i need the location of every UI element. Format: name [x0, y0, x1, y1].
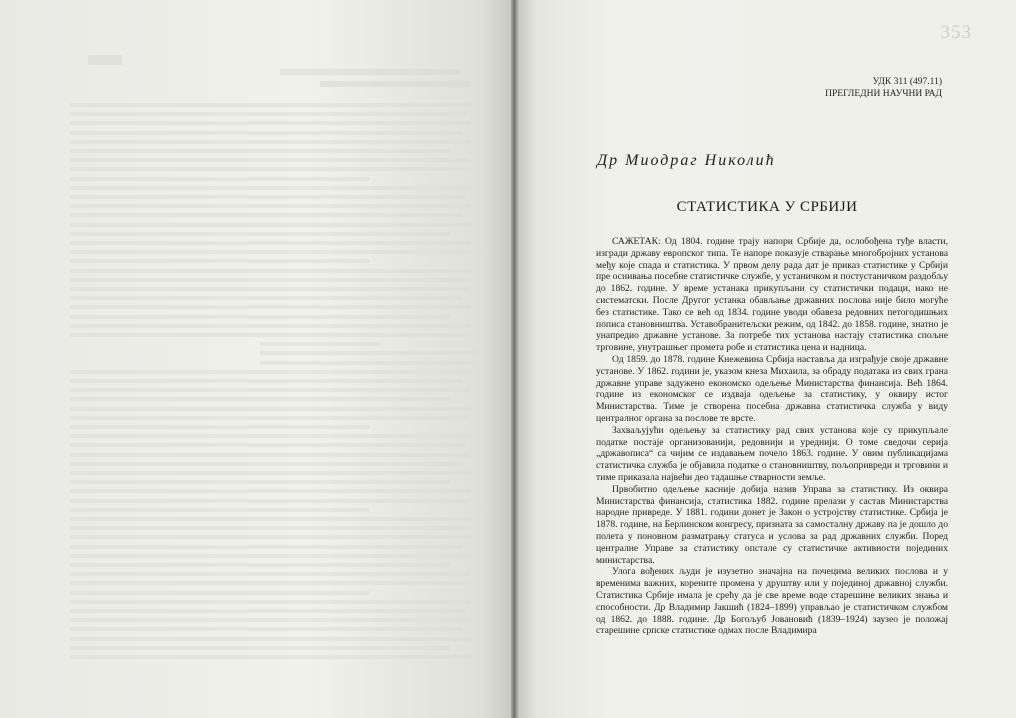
bleed-line	[70, 627, 462, 631]
bleed-line	[70, 232, 450, 236]
bleed-line	[70, 425, 370, 429]
bleed-line	[70, 471, 470, 475]
bleed-line	[70, 269, 470, 273]
bleed-line	[260, 351, 480, 355]
bleed-line	[70, 443, 466, 447]
bleed-line	[70, 545, 462, 549]
bleed-line	[70, 646, 450, 650]
bleed-line	[70, 149, 450, 153]
bleed-line	[70, 618, 470, 622]
bleed-line	[70, 287, 470, 291]
bleed-line	[70, 112, 466, 116]
author-name: Др Миодраг Николић	[597, 152, 776, 169]
paragraph-4: Првобитно одељење касније добија назив Управа за статистику. Из оквира Министарства финансија, статистика 1882. године прелази у састав Министарства народне привреде. У 1881. години донет је Закон о устројству статистике. Србија је 1878. године, на Берлинском конгресу, призната за самосталну државу па је дошло до полета у поновном разматрању статуса и услова за рад државних служби. Поред централне Управе за статистику опстале су статистичке активности појединих министарства.	[596, 483, 948, 566]
article-title: СТАТИСТИКА У СРБИЈИ	[676, 199, 858, 215]
paragraph-5: Улога вођених људи је изузетно значајна на почецима великих послова и у временима важних, корените промена у друштву или у појединој државној служби. Статистика Србије имала је срећу да је све време воде старешине великих знања и способности. Др Владимир Јакшић (1824–1899) управљао је статистичком службом од 1862. до 1888. године. Др Богољуб Јовановић (1839–1924) заузео је положај старешине српске статистике одмах после Владимира	[596, 566, 948, 637]
article-body	[596, 236, 948, 637]
bleed-line	[70, 370, 470, 374]
bleed-line	[70, 379, 462, 383]
bleed-line	[70, 655, 470, 659]
bleed-line	[260, 342, 380, 346]
bleed-line	[70, 609, 466, 613]
bleed-line	[70, 434, 470, 438]
bleed-line	[70, 407, 470, 411]
bleed-line	[70, 131, 462, 135]
bleed-line	[70, 186, 470, 190]
bleed-through-text	[70, 55, 470, 665]
bleed-line	[70, 167, 468, 171]
bleed-line	[70, 315, 450, 319]
running-head: 353	[940, 22, 972, 43]
bleed-line	[70, 489, 470, 493]
bleed-line	[70, 204, 470, 208]
bleed-line	[70, 563, 450, 567]
bleed-line	[70, 213, 462, 217]
bleed-line	[70, 480, 450, 484]
bleed-line	[70, 278, 466, 282]
bleed-line	[70, 140, 470, 144]
bleed-line	[70, 397, 450, 401]
article-type: ПРЕГЛЕДНИ НАУЧНИ РАД	[825, 89, 942, 99]
bleed-line	[70, 499, 468, 503]
bleed-line	[70, 591, 370, 595]
bleed-line	[70, 581, 468, 585]
bleed-line	[70, 388, 470, 392]
bleed-line	[70, 250, 468, 254]
bleed-line	[70, 195, 466, 199]
paragraph-2: Од 1859. до 1878. године Кнежевина Србија наставља да изграђује своје државне установе. У 1862. години је, указом кнеза Михаила, за обраду података из свих грана државне управе задужено економско одељење Министарства финансија. Већ 1864. године из економског се издваја одељење за статистику, у оквиру истог Министарства. Тиме је створена посебна државна статистичка служба у виду централног органа за послове те врсте.	[596, 353, 948, 424]
bleed-line	[70, 453, 470, 457]
bleed-line	[70, 121, 470, 125]
bleed-line	[70, 324, 470, 328]
bleed-line	[70, 416, 468, 420]
bleed-line	[70, 526, 466, 530]
bleed-line	[70, 508, 370, 512]
paragraph-3: Захваљујући одељењу за статистику рад свих установа које су прикупљале податке постаје организованији, редовнији и уреднији. О томе сведочи серија „државописа“ са чијим се издавањем почело 1863. године. У овим публикацијама статистичка служба је објавила податке о становништву, пољопривреди и трговини и тиме приказала највећи део тадашње стварности земље.	[596, 424, 948, 483]
classification-block	[825, 76, 942, 100]
bleed-line	[70, 241, 470, 245]
bleed-line	[70, 554, 470, 558]
bleed-line	[70, 572, 470, 576]
bleed-line	[70, 637, 470, 641]
bleed-line	[70, 535, 470, 539]
bleed-line	[70, 259, 370, 263]
bleed-line	[70, 177, 370, 181]
bleed-line	[70, 600, 470, 604]
paragraph-abstract: САЖЕТАК: Од 1804. године трају напори Србије да, ослобођена туђе власти, изгради државу европског типа. Те напоре показује стварање многобројних установа међу које спада и статистика. У првом делу рада дат је приказ статистике у Србији пре оснивања посебне статистичке службе, у устаничком и постустаничком раздобљу до 1862. године. У време устанака прикупљани су статистички подаци, иако не систематски. После Другог устанка обављање државних послова није било могуће без статистике. Тако се већ од 1834. године уводи обавеза редовних петогодишњих пописа становништва. Уставобранитељски режим, од 1842. до 1858. године, знатно је унапредио државне установе. За потребе тих установа настају статистика спољне трговине, унутрашњег промета робе и статистика цена и надница.	[596, 236, 948, 354]
udk-code: УДК 311 (497.11)	[872, 77, 942, 87]
bleed-line	[70, 158, 470, 162]
bleed-line	[260, 361, 476, 365]
bleed-line	[70, 462, 462, 466]
bleed-line	[70, 296, 462, 300]
bleed-line	[70, 517, 470, 521]
bleed-line	[70, 305, 470, 309]
right-page	[518, 0, 1016, 718]
bleed-line	[70, 333, 468, 337]
bleed-line	[70, 103, 470, 107]
bleed-line	[70, 223, 470, 227]
